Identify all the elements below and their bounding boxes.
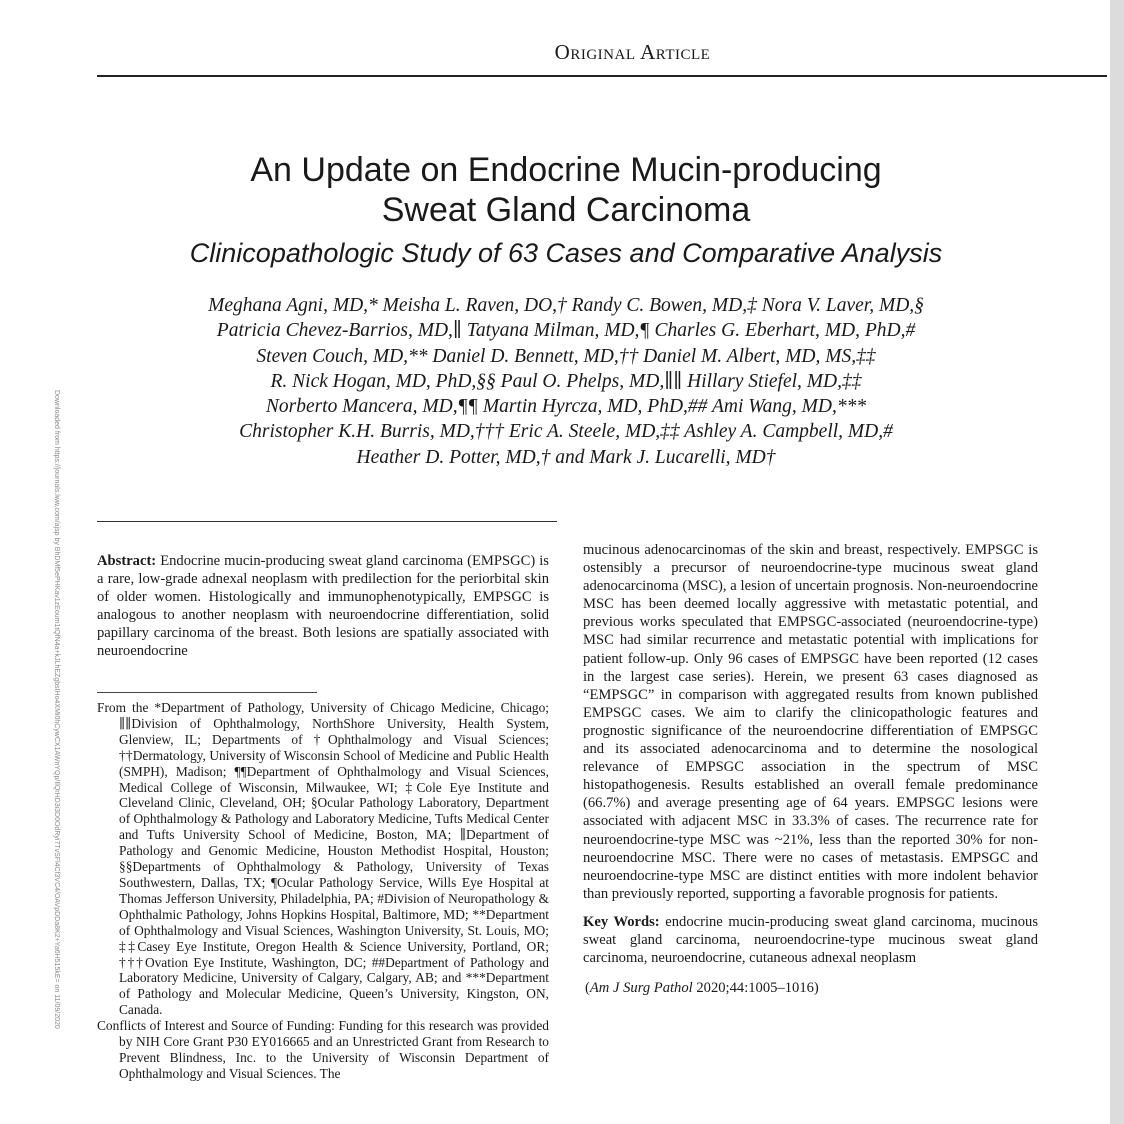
author-line: Heather D. Potter, MD,† and Mark J. Lucarelli, MD† [356,446,776,468]
author-list [0,293,1110,470]
affiliations-text: From the *Department of Pathology, University of Chicago Medicine, Chicago; ∥∥Division of Ophthalmology, NorthShore University, Health System, Glenview, IL; Departments of †Ophthalmology and Visual Sciences; ††Dermatology, University of Wisconsin School of Medicine and Public Health (SMPH), Madison; ¶¶Department of Ophthalmology and Visual Sciences, Medical College of Wisconsin, Milwaukee, WI; ‡Cole Eye Institute and Cleveland Clinic, Cleveland, OH; §Ocular Pathology Laboratory, Department of Ophthalmology & Pathology and Laboratory Medicine, Tufts Medical Center and Tufts University School of Medicine, Boston, MA; ∥Department of Pathology and Genomic Medicine, Houston Methodist Hospital, Houston; §§Departments of Ophthalmology & Pathology, University of Texas Southwestern, Dallas, TX; ¶Ocular Pathology Service, Wills Eye Hospital at Thomas Jefferson University, Philadelphia, PA; #Division of Neuropathology & Ophthalmic Pathology, Johns Hopkins Hospital, Baltimore, MD; **Department of Ophthalmology and Visual Sciences, Washington University, St. Louis, MO; ‡‡Casey Eye Institute, Oregon Health & Science University, Portland, OR; †††Ovation Eye Institute, Washington, DC; ##Department of Pathology and Laboratory Medicine, University of Calgary, Calgary, AB; and ***Department of Pathology and Molecular Medicine, Queen’s University, Kingston, ON, Canada. [97,700,549,1018]
conflicts-text: Conflicts of Interest and Source of Funding: Funding for this research was provided by NIH Core Grant P30 EY016665 and an Unrestricted Grant from Research to Prevent Blindness, Inc. to the University of Wisconsin Department of Ophthalmology and Visual Sciences. The [97,1018,549,1081]
affiliations-footnote [97,700,549,1082]
article-subtitle: Clinicopathologic Study of 63 Cases and Comparative Analysis [189,238,943,268]
citation-journal: Am J Surg Pathol [589,980,693,997]
abstract-left-column [97,552,549,661]
author-line: Norberto Mancera, MD,¶¶ Martin Hyrcza, MD, PhD,## Ami Wang, MD,*** [265,396,867,418]
header-rule [97,75,1107,77]
author-line: Meghana Agni, MD,* Meisha L. Raven, DO,† Randy C. Bowen, MD,‡ Nora V. Laver, MD,§ [208,295,924,316]
author-line: Christopher K.H. Burris, MD,††† Eric A. Steele, MD,‡‡ Ashley A. Campbell, MD,# [239,421,893,443]
author-line: R. Nick Hogan, MD, PhD,§§ Paul O. Phelps, MD,∥∥ Hillary Stiefel, MD,‡‡ [270,370,862,392]
author-line: Patricia Chevez-Barrios, MD,∥ Tatyana Milman, MD,¶ Charles G. Eberhart, MD, PhD,# [216,320,916,342]
abstract-top-rule [97,521,557,522]
citation-details: 2020;44:1005–1016) [696,980,819,997]
abstract-label: Abstract: [97,553,157,569]
author-line: Steven Couch, MD,** Daniel D. Bennett, MD,†† Daniel M. Albert, MD, MS,‡‡ [256,345,876,367]
article-title-line-1: An Update on Endocrine Mucin-producing [250,151,882,189]
footnote-rule [97,692,317,693]
section-label: Original Article [554,40,711,64]
abstract-text-left: Endocrine mucin-producing sweat gland carcinoma (EMPSGC) is a rare, low-grade adnexal neoplasm with predilection for the periorbital skin of older women. Histologically and immunophenotypically, EMPSGC is analogous to another neoplasm with neuroendocrine differentiation, solid papillary carcinoma of the breast. Both lesions are spatially associated with neuroendocrine [97,553,549,660]
article-title-line-2: Sweat Gland Carcinoma [381,191,751,229]
keywords [583,913,1038,967]
abstract-text-right: mucinous adenocarcinomas of the skin and breast, respectively. EMPSGC is ostensibly a precursor of neuroendocrine-type mucinous sweat gland adenocarcinoma (MSC), a lesion of uncertain prognosis. Non-neuroendocrine MSC has been deemed locally aggressive with metastatic potential, and previous works speculated that EMPSGC-associated (neuroendocrine-type) MSC had similar recurrence and metastatic potential with implications for patient follow-up. Only 96 cases of EMPSGC have been reported (12 cases in the largest case series). Herein, we present 63 cases diagnosed as “EMPSGC” in comparison with aggregated results from known published EMPSGC cases. We aim to clarify the clinicopathologic features and prognostic significance of the neuroendocrine differentiation of EMPSGC and its associated adenocarcinoma and to determine the nosological relevance of EMPSGC association in the spectrum of MSC histopathogenesis. Results established an overall female predominance (66.7%) and average presenting age of 64 years. EMPSGC lesions were associated with adjacent MSC in 33.3% of cases. The recurrence rate for neuroendocrine-type MSC was ~21%, less than the reported 30% for non-neuroendocrine MSC. There were no cases of metastasis. EMPSGC and neuroendocrine-type MSC are distinct entities with more indolent behavior than previously reported, supporting a favorable prognosis for patients. [583,542,1038,902]
keywords-text: endocrine mucin-producing sweat gland carcinoma, mucinous sweat gland carcinoma, neuroendocrine-type mucinous sweat gland carcinoma, neuroendocrine, cutaneous adnexal neoplasm [583,913,1038,967]
keywords-label: Key Words: [583,913,660,930]
title-block [0,150,1110,270]
citation: (Am J Surg Pathol 2020;44:1005–1016) [585,980,819,997]
download-watermark: Downloaded from https://journals.lww.com/ajsp by BhDMf5ePHKav1zEoum1tQfN4a+kJLhEZgbsIHo4XMi0hCywCX1AWnYQp/IlQrHD3i3D0OdRyi7TvSFl4Cf3VC4/OAVpDDa8K2+Ya6H515kE= on 11/09/2020 [53,390,60,1029]
abstract-right-column [583,541,1038,997]
